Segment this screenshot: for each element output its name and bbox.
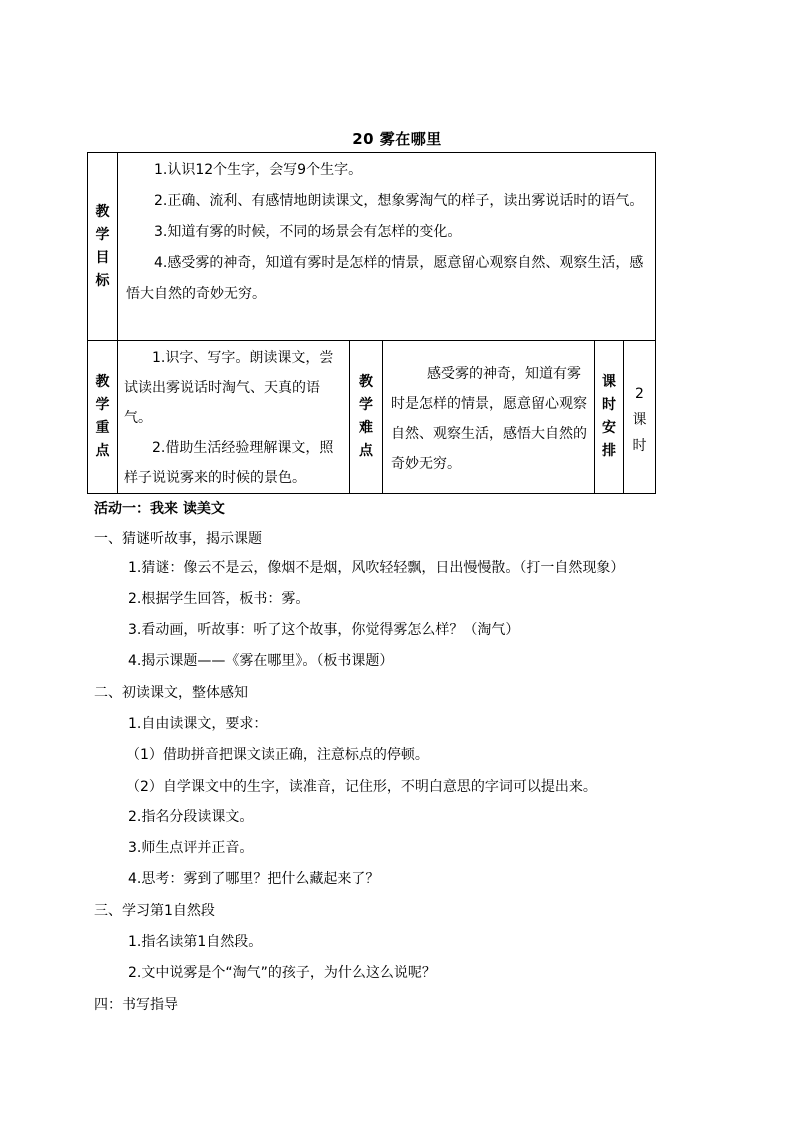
list-item: 3.师生点评并正音。 <box>128 840 254 856</box>
section-heading: 三、学习第1自然段 <box>94 903 215 919</box>
list-item: （1）借助拼音把课文读正确，注意标点的停顿。 <box>126 747 429 763</box>
points-table <box>87 340 656 494</box>
schedule-value: 2 课 时 <box>624 341 656 494</box>
objective-item: 3.知道有雾的时候，不同的场景会有怎样的变化。 <box>154 224 462 240</box>
objective-item: 1.认识12个生字，会写9个生字。 <box>154 162 363 178</box>
list-item: 3.看动画，听故事：听了这个故事，你觉得雾怎么样？（淘气） <box>128 622 520 638</box>
objective-item: 4.感受雾的神奇，知道有雾时是怎样的情景，愿意留心观察自然、观察生活，感悟大自然的奇妙无穷。 <box>126 255 644 302</box>
section-heading: 二、初读课文，整体感知 <box>94 685 248 701</box>
list-item: 1.自由读课文，要求： <box>128 716 268 732</box>
list-item: 2.文中说雾是个“淘气”的孩子，为什么这么说呢？ <box>128 965 436 981</box>
objectives-label: 教 学 目 标 <box>88 153 118 341</box>
activity-heading: 活动一：我来 读美文 <box>94 501 225 517</box>
section-heading: 一、猜谜听故事，揭示课题 <box>94 531 262 547</box>
list-item: 4.揭示课题——《雾在哪里》。（板书课题） <box>128 653 394 669</box>
difficulty-text: 感受雾的神奇，知道有雾时是怎样的情景，愿意留心观察自然、观察生活，感悟大自然的奇妙无穷。 <box>391 366 587 472</box>
objectives-content <box>118 153 656 341</box>
key-points-label: 教 学 重 点 <box>88 341 118 494</box>
list-item: 4.思考：雾到了哪里？把什么藏起来了？ <box>128 871 380 887</box>
list-item: 1.指名读第1自然段。 <box>128 934 263 950</box>
key-point-item: 2.借助生活经验理解课文，照样子说说雾来的时候的景色。 <box>124 440 334 486</box>
difficulties-label: 教 学 难 点 <box>350 341 383 494</box>
list-item: （2）自学课文中的生字，读准音，记住形，不明白意思的字词可以提出来。 <box>126 779 597 795</box>
schedule-label: 课 时 安 排 <box>595 341 624 494</box>
objective-item: 2.正确、流利、有感情地朗读课文，想象雾淘气的样子，读出雾说话时的语气。 <box>154 193 644 209</box>
key-points-content <box>118 341 350 494</box>
list-item: 2.指名分段读课文。 <box>128 809 254 825</box>
objectives-table <box>87 152 656 341</box>
page-title: 20 雾在哪里 <box>352 130 442 148</box>
difficulties-content <box>383 341 595 494</box>
list-item: 1.猜谜：像云不是云，像烟不是烟，风吹轻轻飘，日出慢慢散。（打一自然现象） <box>128 560 625 576</box>
key-point-item: 1.识字、写字。朗读课文，尝试读出雾说话时淘气、天真的语气。 <box>124 350 334 426</box>
section-heading: 四：书写指导 <box>94 997 178 1013</box>
list-item: 2.根据学生回答，板书：雾。 <box>128 591 310 607</box>
